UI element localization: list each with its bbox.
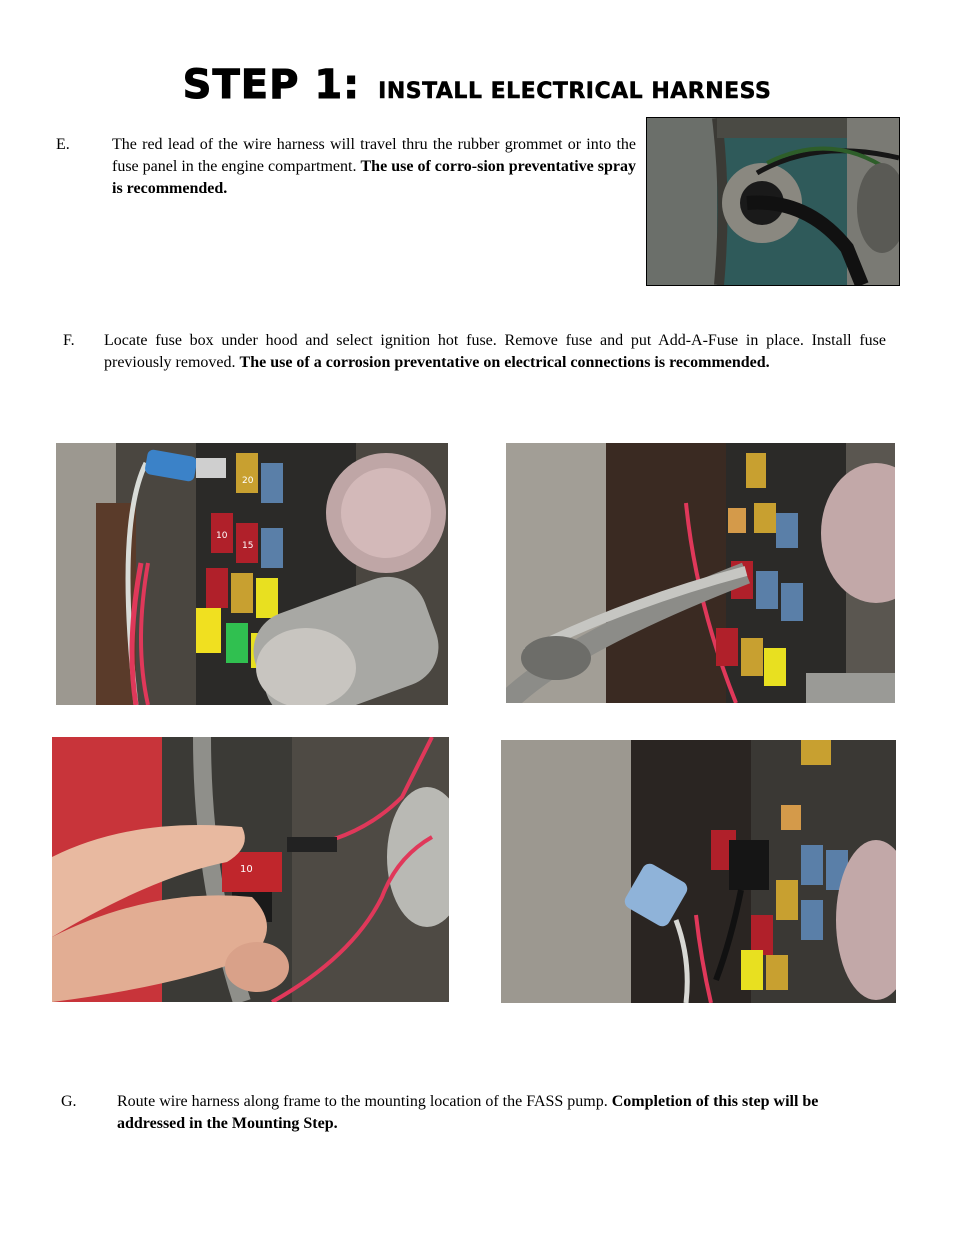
fuse-label-15: 15 xyxy=(242,541,254,551)
step-number: STEP 1: xyxy=(182,62,361,108)
step-e-note: The use of corro-sion preventative spray is recommended. xyxy=(112,158,636,197)
step-e-text: The red lead of the wire harness will travel thru the rubber grommet or into the fuse panel in the engine compartment. The use of corro-sion preventative spray is recommended. xyxy=(112,136,636,197)
fuse-box-photo-2 xyxy=(506,443,895,703)
fuse-label-20: 20 xyxy=(242,476,254,486)
step-f xyxy=(63,330,886,374)
step-g-label: G. xyxy=(61,1093,77,1110)
step-f-label: F. xyxy=(63,332,75,349)
add-a-fuse-label: 10 xyxy=(240,864,253,875)
add-a-fuse-photo xyxy=(52,737,449,1002)
step-title: INSTALL ELECTRICAL HARNESS xyxy=(378,79,772,104)
fuse-box-photo-1 xyxy=(56,443,448,705)
step-f-note: The use of a corrosion preventative on electrical connections is recommended. xyxy=(239,354,770,371)
step-g xyxy=(61,1091,883,1135)
installed-fuse-photo xyxy=(501,740,896,1003)
step-e xyxy=(56,134,636,200)
step-f-text: Locate fuse box under hood and select ignition hot fuse. Remove fuse and put Add-A-Fuse in place. Install fuse previously removed. The use of a corrosion preventative on electrical connections is recommended. xyxy=(104,332,886,371)
step-g-note: Completion of this step will be addressed in the Mounting Step. xyxy=(117,1093,819,1132)
fuse-label-10: 10 xyxy=(216,531,228,541)
step-e-label: E. xyxy=(56,136,70,153)
page-title xyxy=(0,62,954,108)
step-g-text: Route wire harness along frame to the mounting location of the FASS pump. Completion of this step will be addressed in the Mounting Step. xyxy=(117,1093,819,1132)
grommet-photo xyxy=(646,117,900,286)
